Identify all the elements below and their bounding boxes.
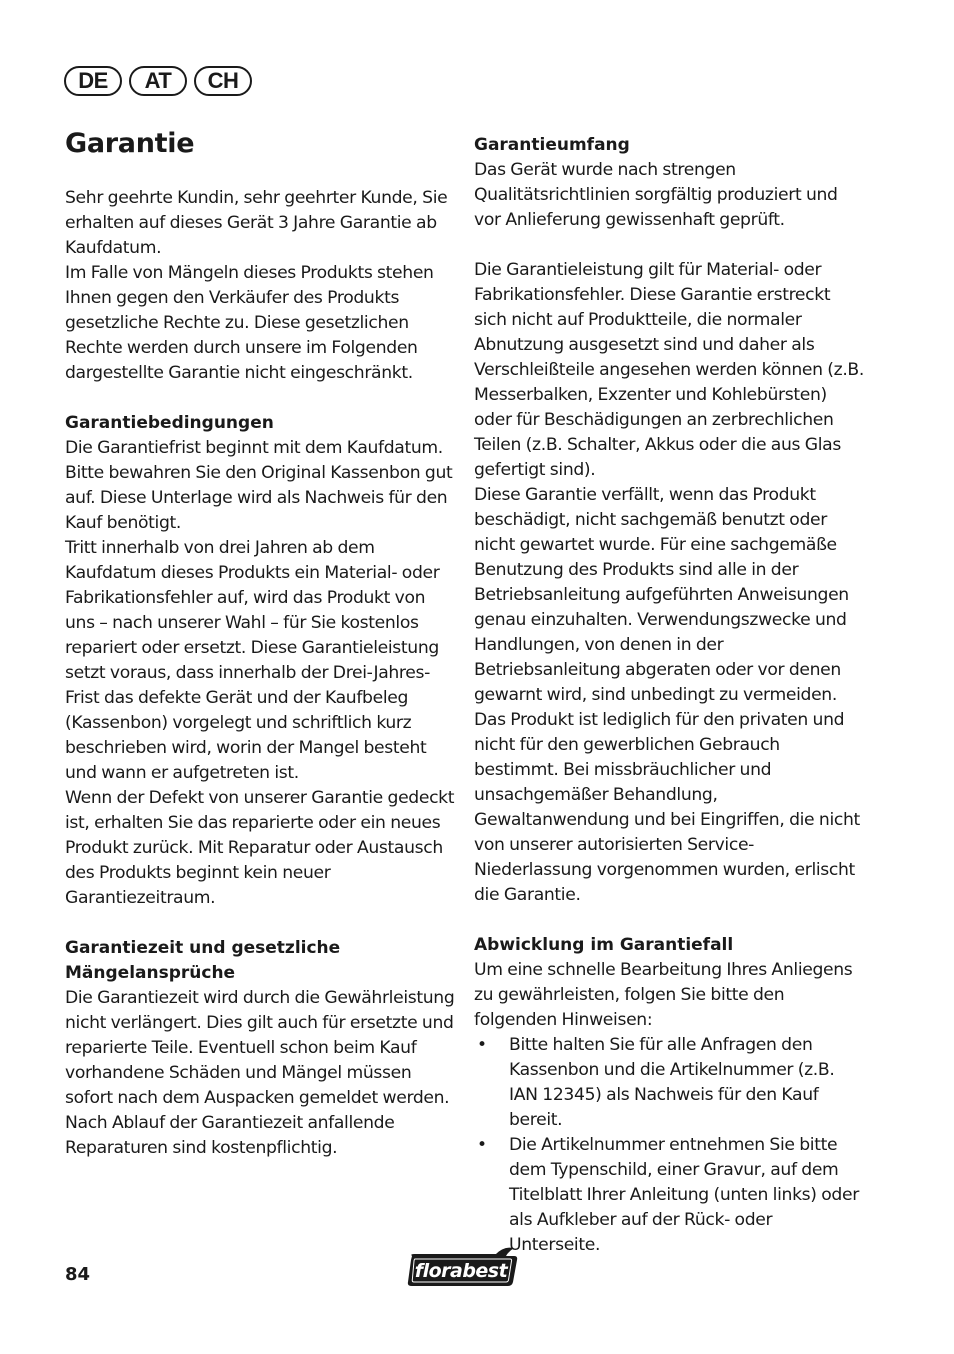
garantiebedingungen-paragraph-2: Tritt innerhalb von drei Jahren ab dem Kaufdatum dieses Produkts ein Material- oder Fabrikationsfehler auf, wird das Produkt von uns – nach unserer Wahl – für Sie kostenlos repariert oder ersetzt. Diese Garantieleistung setzt voraus, dass innerhalb der Drei-Jahres-Frist das defekte Gerät und der Kaufbeleg (Kassenbon) vorgelegt und schriftlich kurz beschrieben wird, worin der Mangel besteht und wann er aufgetreten ist.: [65, 538, 440, 783]
garantiebedingungen-paragraph-3: Wenn der Defekt von unserer Garantie gedeckt ist, erhalten Sie das reparierte oder ein neues Produkt zurück. Mit Reparatur oder Austausch des Produkts beginnt kein neuer Garantiezeitraum.: [65, 788, 455, 908]
section-heading-abwicklung: Abwicklung im Garantiefall: [474, 935, 734, 955]
country-badge-ch: CH: [194, 66, 252, 96]
list-item: [474, 1133, 866, 1258]
page-title: Garantie: [65, 128, 195, 159]
section-heading-line-2: Mängelansprüche: [65, 963, 236, 983]
section-heading-garantiebedingungen: Garantiebedingungen: [65, 413, 274, 433]
intro-paragraph-1: Sehr geehrte Kundin, sehr geehrter Kunde, Sie erhalten auf dieses Gerät 3 Jahre Garantie ab Kaufdatum.: [65, 188, 448, 258]
bullet-icon: •: [477, 1135, 488, 1155]
page-number: 84: [65, 1264, 91, 1285]
right-column: [474, 128, 866, 1258]
garantieumfang-paragraph-4: Das Produkt ist lediglich für den privaten und nicht für den gewerblichen Gebrauch bestimmt. Bei missbräuchlicher und unsachgemäßer Behandlung, Gewaltanwendung und bei Eingriffen, die nicht von unserer autorisierten Service-Niederlassung vorgenommen wurden, erlischt die Garantie.: [474, 710, 860, 905]
bullet-text: Bitte halten Sie für alle Anfragen den Kassenbon und die Artikelnummer (z.B. IAN 12345) als Nachweis für den Kauf bereit.: [509, 1035, 835, 1130]
abwicklung-intro: Um eine schnelle Bearbeitung Ihres Anliegens zu gewährleisten, folgen Sie bitte den folgenden Hinweisen:: [474, 960, 853, 1030]
section-heading-line-1: Garantiezeit und gesetzliche: [65, 938, 341, 958]
garantieumfang-paragraph-2: Die Garantieleistung gilt für Material- oder Fabrikationsfehler. Diese Garantie erstreckt sich nicht auf Produktteile, die normaler Abnutzung ausgesetzt sind und daher als Verschleißteile angesehen werden können (z.B. Messerbalken, Exzenter und Kohlebürsten) oder für Beschädigungen an zerbrechlichen Teilen (z.B. Schalter, Akkus oder die aus Glas gefertigt sind).: [474, 260, 864, 480]
country-badges: [64, 66, 252, 96]
section-heading-garantiezeit: [65, 936, 455, 986]
garantiebedingungen-paragraph-1: Die Garantiefrist beginnt mit dem Kaufdatum. Bitte bewahren Sie den Original Kassenbon gut auf. Diese Unterlage wird als Nachweis für den Kauf benötigt.: [65, 438, 453, 533]
garantieumfang-paragraph-3: Diese Garantie verfällt, wenn das Produkt beschädigt, nicht sachgemäß benutzt oder nicht gewartet wurde. Für eine sachgemäße Benutzung des Produkts sind alle in der Betriebsanleitung aufgeführten Anweisungen genau einzuhalten. Verwendungszwecke und Handlungen, von denen in der Betriebsanleitung abgeraten oder vor denen gewarnt wird, sind unbedingt zu vermeiden.: [474, 485, 849, 705]
florabest-logo: [404, 1244, 522, 1290]
list-item: [474, 1033, 866, 1133]
garantieumfang-paragraph-1: Das Gerät wurde nach strengen Qualitätsrichtlinien sorgfältig produziert und vor Anlieferung gewissenhaft geprüft.: [474, 160, 838, 230]
garantiezeit-paragraph: Die Garantiezeit wird durch die Gewährleistung nicht verlängert. Dies gilt auch für ersetzte und reparierte Teile. Eventuell schon beim Kauf vorhandene Schäden und Mängel müssen sofort nach dem Auspacken gemeldet werden. Nach Ablauf der Garantiezeit anfallende Reparaturen sind kostenpflichtig.: [65, 988, 455, 1158]
section-heading-garantieumfang: Garantieumfang: [474, 135, 630, 155]
logo-text: florabest: [414, 1260, 508, 1282]
bullet-icon: •: [477, 1035, 488, 1055]
left-column: [65, 128, 455, 1161]
bullet-text: Die Artikelnummer entnehmen Sie bitte dem Typenschild, einer Gravur, auf dem Titelblatt Ihrer Anleitung (unten links) oder als Aufkleber auf der Rück- oder Unterseite.: [509, 1135, 859, 1255]
abwicklung-bullet-list: [474, 1033, 866, 1258]
country-badge-de: DE: [64, 66, 122, 96]
intro-paragraph-2: Im Falle von Mängeln dieses Produkts stehen Ihnen gegen den Verkäufer des Produkts gesetzliche Rechte zu. Diese gesetzlichen Rechte werden durch unsere im Folgenden dargestellte Garantie nicht eingeschränkt.: [65, 263, 434, 383]
country-badge-at: AT: [129, 66, 187, 96]
